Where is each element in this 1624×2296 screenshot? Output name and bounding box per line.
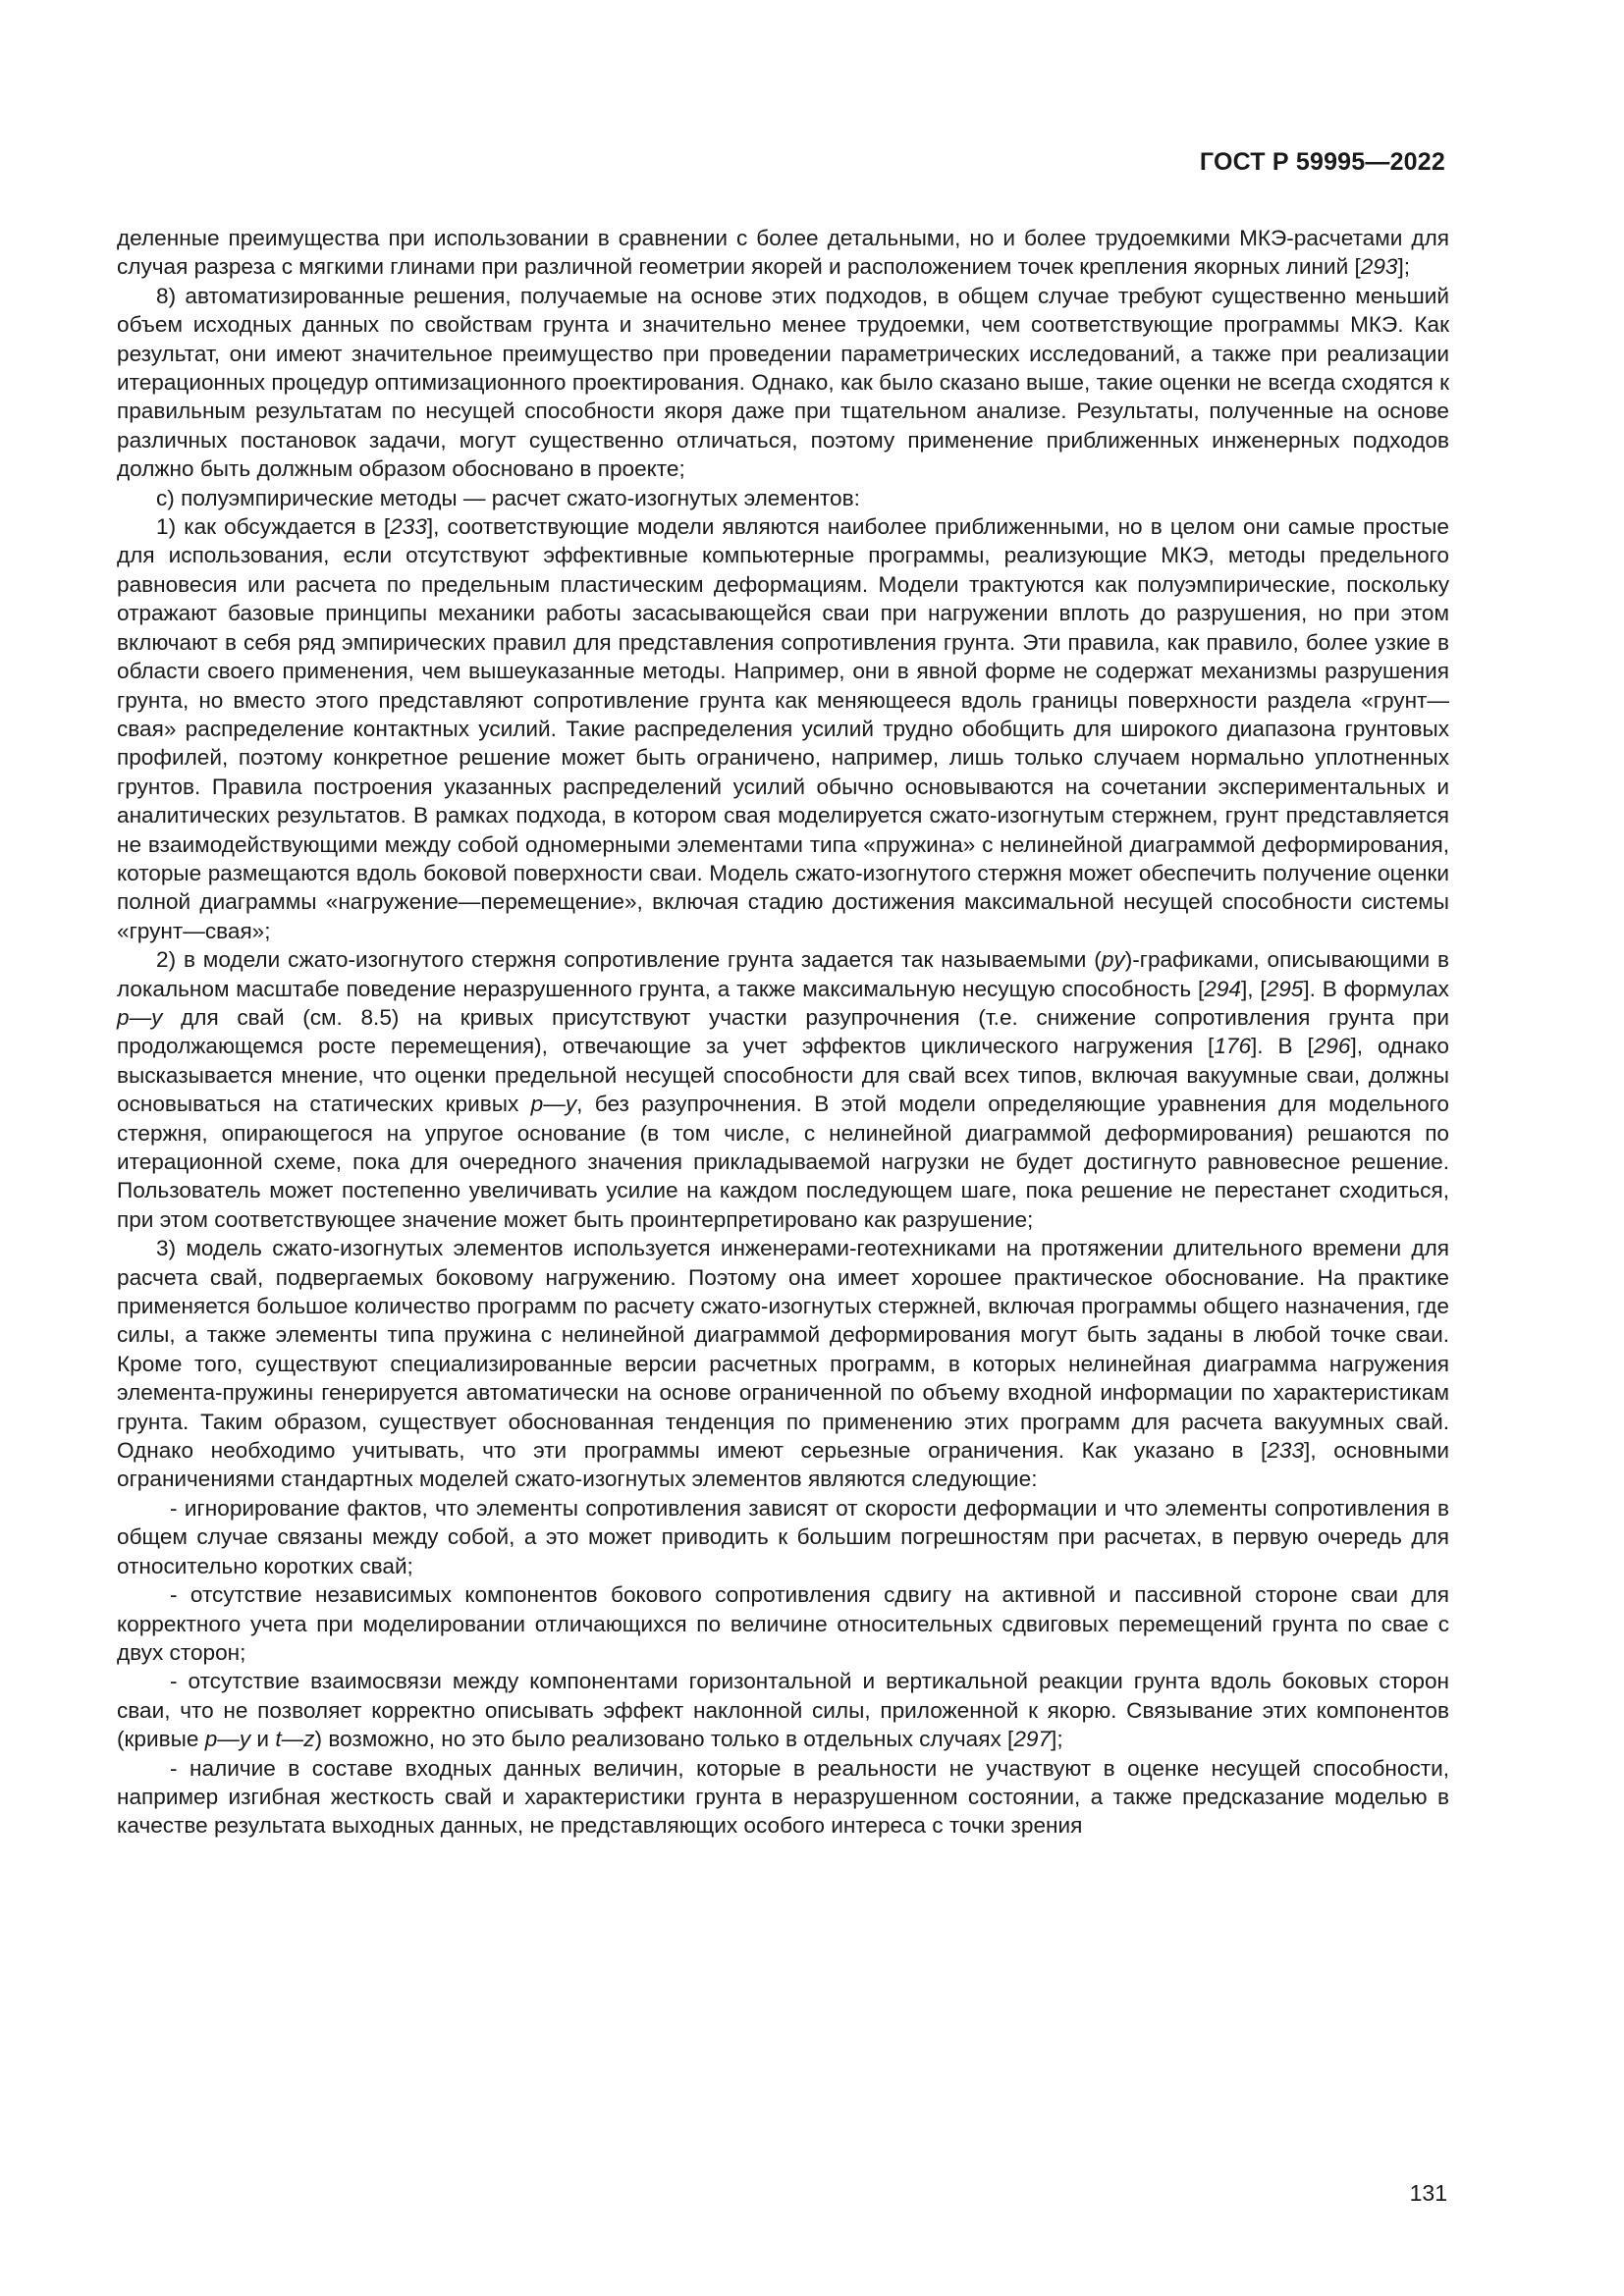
paragraph-item-8: 8) автоматизированные решения, получаемые на основе этих подходов, в общем случае требуют существенно меньший объем исходных данных по свойствам грунта и значительно менее трудоемки, чем соответствующие программы МКЭ. Как результат, они имеют значительное преимущество при проведении параметрических исследований, а также при реализации итерационных процедур оптимизационного проектирования. Однако, как было сказано выше, такие оценки не всегда сходятся к правильным результатам по несущей способности якоря даже при тщательном анализе. Результаты, полученные на основе различных постановок задачи, могут существенно отличаться, поэтому применение приближенных инженерных подходов должно быть должным образом обосновано в проекте; bbox=[117, 283, 1449, 482]
list-item-independent-components: - отсутствие независимых компонентов бокового сопротивления сдвигу на активной и пассивной стороне сваи для корректного учета при моделировании отличающихся по величине относительных сдвиговых перемещений грунта по свае с двух сторон; bbox=[117, 1582, 1449, 1665]
reference-293: 293 bbox=[1360, 254, 1398, 280]
paragraph-item-2: 2) в модели сжато-изогнутого стержня сопротивление грунта задается так называемыми (py)-графиками, описывающими в локальном масштабе поведение неразрушенного грунта, а также максимальную несущую способность [294], [295]. В формулах p—y для свай (см. 8.5) на кривых присутствуют участки разупрочнения (т.е. снижение сопротивления грунта при продолжающемся росте перемещения), отвечающие за учет эффектов циклического нагружения [176]. В [296], однако высказывается мнение, что оценки предельной несущей способности для свай всех типов, включая вакуумные сваи, должны основываться на статических кривых p—y, без разупрочнения. В этой модели определяющие уравнения для модельного стержня, опирающегося на упругое основание (в том числе, с нелинейной диаграммой деформирования) решаются по итерационной схеме, пока для очередного значения прикладываемой нагрузки не будет достигнуто равновесное решение. Пользователь может постепенно увеличивать усилие на каждом последующем шаге, пока решение не перестанет сходиться, при этом соответствующее значение может быть проинтерпретировано как разрушение; bbox=[117, 947, 1449, 1232]
reference-176: 176 bbox=[1214, 1034, 1252, 1059]
paragraph-item-1: 1) как обсуждается в [233], соответствующие модели являются наиболее приближенными, но в целом они самые простые для использования, если отсутствуют эффективные компьютерные программы, реализующие МКЭ, методы предельного равновесия или расчета по предельным пластическим деформациям. Модели трактуются как полуэмпирические, поскольку отражают базовые принципы механики работы засасывающейся сваи при нагружении вплоть до разрушения, но при этом включают в себя ряд эмпирических правил для представления сопротивления грунта. Эти правила, как правило, более узкие в области своего применения, чем вышеуказанные методы. Например, они в явной форме не содержат механизмы разрушения грунта, но вместо этого представляют сопротивление грунта как меняющееся вдоль границы поверхности раздела «грунт—свая» распределение контактных усилий. Такие распределения усилий трудно обобщить для широкого диапазона грунтовых профилей, поэтому конкретное решение может быть ограничено, например, лишь только случаем нормально уплотненных грунтов. Правила построения указанных распределений усилий обычно основываются на сочетании экспериментальных и аналитических результатов. В рамках подхода, в котором свая моделируется сжато-изогнутым стержнем, грунт представляется не взаимодействующими между собой одномерными элементами типа «пружина» с нелинейной диаграммой деформирования, которые размещаются вдоль боковой поверхности сваи. Модель сжато-изогнутого стержня может обеспечить получение оценки полной диаграммы «нагружение—перемещение», включая стадию достижения максимальной несущей способности системы «грунт—свая»; bbox=[117, 514, 1449, 943]
reference-233: 233 bbox=[390, 514, 427, 540]
body-text bbox=[117, 224, 1449, 1841]
reference-233: 233 bbox=[1267, 1438, 1305, 1464]
reference-295: 295 bbox=[1266, 976, 1304, 1001]
reference-296: 296 bbox=[1313, 1034, 1351, 1059]
paragraph-continuation: деленные преимущества при использовании в сравнении с более детальными, но и более трудоемкими МКЭ-расчетами для случая разреза с мягкими глинами при различной геометрии якорей и расположением точек крепления якорных линий [293]; bbox=[117, 226, 1449, 280]
paragraph-item-3: 3) модель сжато-изогнутых элементов используется инженерами-геотехниками на протяжении длительного времени для расчета свай, подвергаемых боковому нагружению. Поэтому она имеет хорошее практическое обоснование. На практике применяется большое количество программ по расчету сжато-изогнутых стержней, включая программы общего назначения, где силы, а также элементы типа пружина с нелинейной диаграммой деформирования могут быть заданы в любой точке сваи. Кроме того, существуют специализированные версии расчетных программ, в которых нелинейная диаграмма нагружения элемента-пружины генерируется автоматически на основе ограниченной по объему входной информации по характеристикам грунта. Таким образом, существует обоснованная тенденция по применению этих программ для расчета вакуумных свай. Однако необходимо учитывать, что эти программы имеют серьезные ограничения. Как указано в [233], основными ограничениями стандартных моделей сжато-изогнутых элементов являются следующие: bbox=[117, 1236, 1449, 1492]
list-item-input-data: - наличие в составе входных данных величин, которые в реальности не участвуют в оценке несущей способности, например изгибная жесткость свай и характеристики грунта в неразрушенном состоянии, а также предсказание моделью в качестве результата выходных данных, не представляющих особого интереса с точки зрения bbox=[117, 1755, 1449, 1839]
reference-297: 297 bbox=[1013, 1727, 1052, 1752]
standard-code-header: ГОСТ Р 59995—2022 bbox=[1199, 148, 1445, 176]
paragraph-item-c: с) полуэмпирические методы — расчет сжато-изогнутых элементов: bbox=[156, 485, 860, 510]
reference-294: 294 bbox=[1204, 976, 1241, 1001]
page-number: 131 bbox=[1409, 2180, 1447, 2206]
list-item-rate-dependence: - игнорирование фактов, что элементы сопротивления зависят от скорости деформации и что элементы сопротивления в общем случае связаны между собой, а это может приводить к большим погрешностям при расчетах, в первую очередь для относительно коротких свай; bbox=[117, 1495, 1449, 1578]
list-item-coupling: - отсутствие взаимосвязи между компонентами горизонтальной и вертикальной реакции грунта вдоль боковых сторон сваи, что не позволяет корректно описывать эффект наклонной силы, приложенной к якорю. Связывание этих компонентов (кривые p—y и t—z) возможно, но это было реализовано только в отдельных случаях [297]; bbox=[117, 1669, 1449, 1752]
